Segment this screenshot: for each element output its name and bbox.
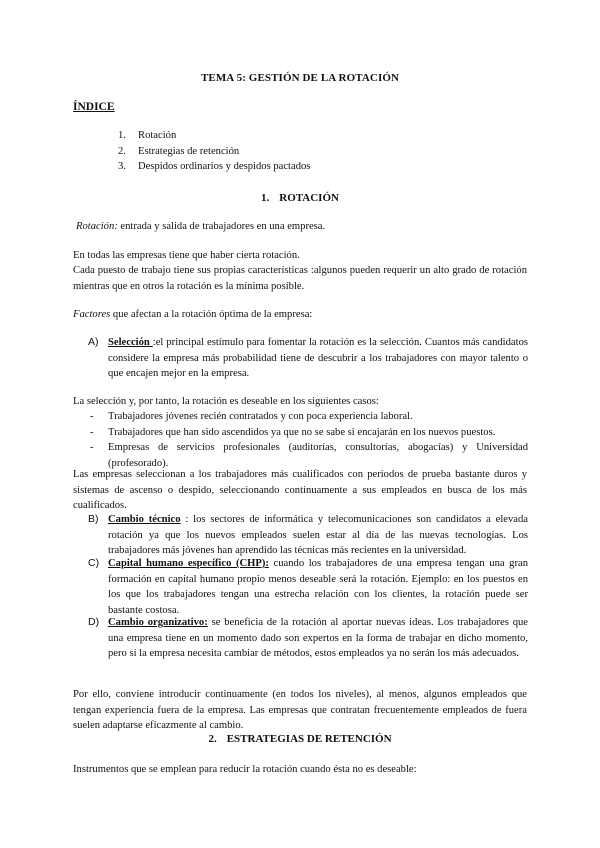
index-item-number: 3.	[118, 161, 126, 172]
list-item: - Trabajadores jóvenes recién contratados y con poca experiencia laboral.	[88, 409, 528, 425]
factor-b	[88, 512, 528, 559]
factors-intro	[73, 307, 527, 323]
index-item-label: Rotación	[138, 130, 177, 141]
factor-a-text: :el principal estímulo para fomentar la rotación es la selección. Cuantos más candidatos considere la empresa más probabilidad tiene de descubrir a los trabajadores con mayor talento o que encajen mejor en la empresa.	[108, 337, 528, 379]
index-heading: ÍNDICE	[73, 101, 115, 113]
factor-b-text: : los sectores de informática y telecomunicaciones son candidatos a elevada rotación ya que los nuevos empleados suelen estar al día de las nuevas tecnologías. Los trabajadores más jóvenes han aprendido las técnicas más recientes en la universidad.	[108, 514, 529, 556]
index-item	[118, 159, 310, 175]
list-item: - Trabajadores que han sido ascendidos ya que no se sabe si encajarán en los nuevos puestos.	[88, 425, 528, 441]
factor-b-letter: B)	[88, 513, 99, 525]
index-item-label: Despidos ordinarios y despidos pactados	[138, 161, 311, 172]
section-2-number: 2.	[208, 733, 217, 745]
factors-term: Factores	[73, 309, 111, 320]
factor-d-term: Cambio organizativo:	[108, 617, 208, 628]
section-2-intro: Instrumentos que se emplean para reducir la rotación cuando ésta no es deseable:	[73, 764, 417, 775]
paragraph-2: Cada puesto de trabajo tiene sus propias características :algunos pueden requerir un alto grado de rotación mientras que en otros la rotación es la mínima posible.	[73, 265, 527, 292]
factor-d	[88, 615, 528, 662]
factor-a	[88, 335, 528, 382]
section-2-title: ESTRATEGIAS DE RETENCIÓN	[226, 733, 392, 745]
document-title: TEMA 5: GESTIÓN DE LA ROTACIÓN	[200, 72, 400, 84]
rotation-definition	[76, 219, 530, 235]
factor-c-text: cuando los trabajadores de una empresa tengan una gran formación en capital humano propio menos deseable será la rotación. Ejemplo: en los puestos en los que los trabajadores tengan una estrecha relación con los clientes, la rotación puede ser bastante costosa.	[108, 558, 529, 616]
section-1-heading	[0, 191, 600, 207]
section-1-title: ROTACIÓN	[279, 192, 339, 204]
selection-cases-list	[88, 409, 528, 471]
paragraph-1: En todas las empresas tiene que haber cierta rotación.	[73, 250, 300, 261]
index-item-number: 2.	[118, 145, 126, 157]
definition-text: entrada y salida de trabajadores en una empresa.	[117, 221, 326, 232]
factor-a-term: Selección	[108, 337, 153, 348]
index-item	[118, 128, 310, 144]
index-list	[118, 128, 310, 175]
index-item	[118, 144, 310, 160]
definition-term: Rotación:	[76, 221, 118, 232]
factor-c	[88, 556, 528, 618]
factor-c-letter: C)	[88, 557, 100, 569]
section-2-heading	[0, 732, 600, 748]
selection-intro: La selección y, por tanto, la rotación es deseable en los siguientes casos:	[73, 396, 379, 407]
factors-text: que afectan a la rotación óptima de la empresa:	[110, 309, 313, 320]
factor-c-term: Capital humano específico (CHP):	[108, 558, 269, 569]
index-item-number: 1.	[118, 130, 126, 141]
factor-b-term: Cambio técnico	[108, 514, 181, 525]
paragraph-3: Las empresas seleccionan a los trabajadores más cualificados con periodos de prueba bastante duros y sistemas de ascenso o despido, seleccionando continuamente a sus empleados en busca de los más cualificados.	[73, 469, 527, 511]
paragraph-4: Por ello, conviene introducir continuamente (en todos los niveles), al menos, algunos empleados que tengan experiencia fuera de la empresa. Las empresas que contratan frecuentemente empleados de fuera suelen adaptarse eficazmente al cambio.	[73, 689, 527, 731]
index-item-label: Estrategias de retención	[138, 145, 240, 157]
list-item: - Empresas de servicios profesionales (auditorías, consultorías, abogacías) y Universidad (profesorado).	[88, 440, 528, 471]
factor-d-letter: D)	[88, 616, 100, 628]
factor-a-letter: A)	[88, 336, 99, 348]
section-1-number: 1.	[261, 192, 270, 204]
factor-d-text: se beneficia de la rotación al aportar nuevas ideas. Los trabajadores que una empresa tiene en un momento dado son expertos en la forma de trabajar en dicho momento, pero si la empresa necesita cambiar de métodos, estos empleados ya no serán los más adecuados.	[108, 617, 528, 659]
